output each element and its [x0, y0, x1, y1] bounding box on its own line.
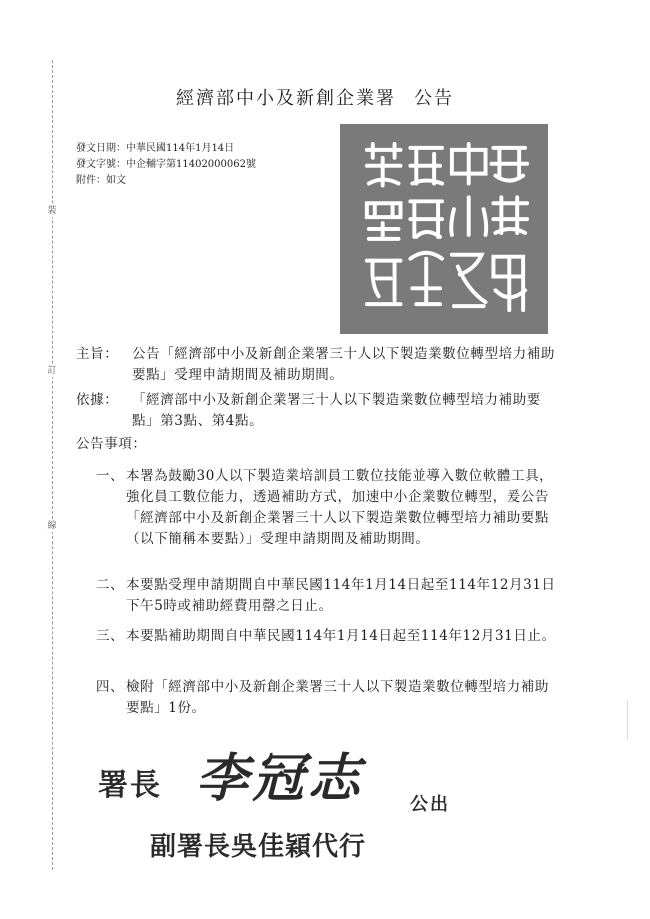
matter-text: 本署為鼓勵30人以下製造業培訓員工數位技能並導入數位軟體工具，強化員工數位能力，透過補助方式，加速中小企業數位轉型，爰公告「經濟部中小及新創企業署三十人以下製造業數位轉型培力補助要點（以下簡稱本要點）」受理申請期間及補助期間。: [126, 468, 554, 547]
document-meta: [76, 141, 256, 189]
signer-name: 李冠志: [196, 748, 365, 809]
official-seal: [340, 124, 548, 334]
binding-mark: 裝: [45, 205, 59, 217]
scan-artifact: [627, 700, 628, 740]
matter-number: 一、: [96, 468, 125, 484]
document-number: 發文字號：中企輔字第11402000062號: [76, 159, 256, 170]
matter-text: 檢附「經濟部中小及新創企業署三十人以下製造業數位轉型培力補助要點」1份。: [126, 679, 549, 716]
binding-line: [52, 60, 53, 870]
basis-label: 依據：: [76, 392, 119, 408]
matter-number: 四、: [96, 679, 125, 695]
seal-glyphs: [354, 140, 534, 318]
matters-heading: 公告事項：: [76, 436, 147, 452]
subject-label: 主旨：: [76, 346, 119, 362]
binding-mark: 訂: [45, 365, 59, 377]
agency-name: 經濟部中小及新創企業署: [176, 88, 396, 109]
basis-text: 「經濟部中小及新創企業署三十人以下製造業數位轉型培力補助要點」第3點、第4點。: [132, 392, 541, 429]
deputy-signature: 副署長吳佳穎代行: [150, 832, 367, 862]
matter-number: 三、: [96, 628, 125, 644]
document-title: [150, 84, 480, 110]
matter-text: 本要點補助期間自中華民國114年1月14日起至114年12月31日止。: [126, 628, 556, 644]
document-type: 公告: [414, 88, 454, 109]
binding-mark: 線: [45, 520, 59, 532]
signer-status: 公出: [410, 794, 450, 815]
matter-number: 二、: [96, 577, 125, 593]
signer-title: 署長: [98, 768, 162, 803]
attachment: 附件：如文: [76, 175, 126, 186]
subject-text: 公告「經濟部中小及新創企業署三十人以下製造業數位轉型培力補助要點」受理申請期間及補助期間。: [132, 346, 555, 383]
issue-date: 發文日期：中華民國114年1月14日: [76, 143, 235, 154]
matter-text: 本要點受理申請期間自中華民國114年1月14日起至114年12月31日下午5時或補助經費用罄之日止。: [126, 577, 556, 614]
